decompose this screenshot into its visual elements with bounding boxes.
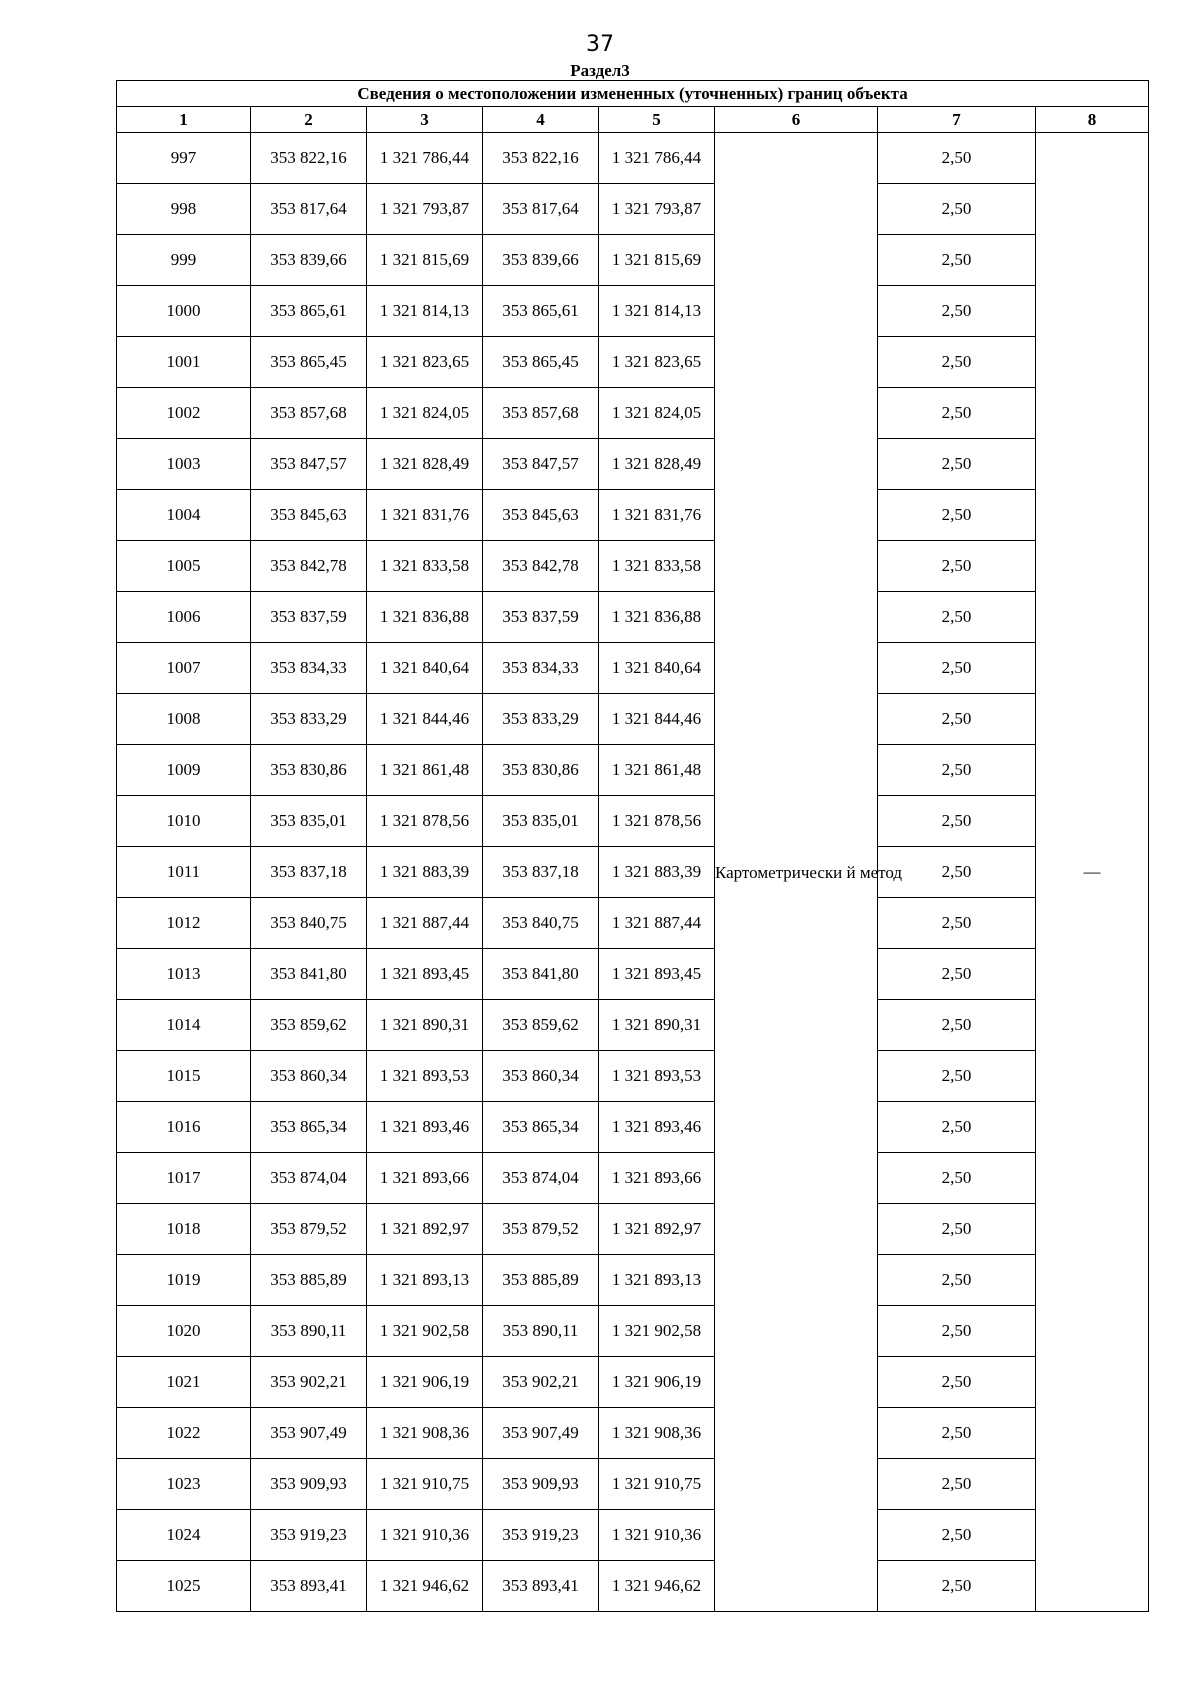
x-new-cell: 353 847,57 [483,439,599,490]
x-existing-cell: 353 902,21 [251,1357,367,1408]
accuracy-cell: 2,50 [878,1357,1036,1408]
x-existing-cell: 353 890,11 [251,1306,367,1357]
point-number-cell: 1003 [117,439,251,490]
y-new-cell: 1 321 902,58 [599,1306,715,1357]
point-number-cell: 1006 [117,592,251,643]
accuracy-cell: 2,50 [878,337,1036,388]
y-existing-cell: 1 321 946,62 [367,1561,483,1612]
x-existing-cell: 353 865,45 [251,337,367,388]
point-number-cell: 1010 [117,796,251,847]
y-new-cell: 1 321 814,13 [599,286,715,337]
table-caption: Сведения о местоположении измененных (уточненных) границ объекта [117,81,1149,107]
accuracy-cell: 2,50 [878,1102,1036,1153]
method-cell: Картометрически й метод [715,133,878,1612]
point-number-cell: 1011 [117,847,251,898]
x-new-cell: 353 885,89 [483,1255,599,1306]
page-number: 37 [586,32,614,57]
accuracy-cell: 2,50 [878,847,1036,898]
y-new-cell: 1 321 828,49 [599,439,715,490]
x-existing-cell: 353 847,57 [251,439,367,490]
x-new-cell: 353 830,86 [483,745,599,796]
table-row [117,184,1149,235]
point-number-cell: 1021 [117,1357,251,1408]
x-existing-cell: 353 865,34 [251,1102,367,1153]
y-existing-cell: 1 321 893,13 [367,1255,483,1306]
x-existing-cell: 353 860,34 [251,1051,367,1102]
point-number-cell: 1008 [117,694,251,745]
table-row [117,133,1149,184]
x-existing-cell: 353 842,78 [251,541,367,592]
accuracy-cell: 2,50 [878,643,1036,694]
table-row [117,796,1149,847]
x-new-cell: 353 909,93 [483,1459,599,1510]
accuracy-cell: 2,50 [878,133,1036,184]
y-new-cell: 1 321 786,44 [599,133,715,184]
x-new-cell: 353 857,68 [483,388,599,439]
y-new-cell: 1 321 840,64 [599,643,715,694]
table-row [117,1051,1149,1102]
y-existing-cell: 1 321 828,49 [367,439,483,490]
y-existing-cell: 1 321 823,65 [367,337,483,388]
point-number-cell: 1001 [117,337,251,388]
point-number-cell: 1017 [117,1153,251,1204]
y-new-cell: 1 321 861,48 [599,745,715,796]
y-existing-cell: 1 321 902,58 [367,1306,483,1357]
accuracy-cell: 2,50 [878,1510,1036,1561]
y-new-cell: 1 321 844,46 [599,694,715,745]
y-existing-cell: 1 321 887,44 [367,898,483,949]
point-number-cell: 998 [117,184,251,235]
column-number: 7 [878,107,1036,133]
y-existing-cell: 1 321 910,75 [367,1459,483,1510]
accuracy-cell: 2,50 [878,745,1036,796]
x-new-cell: 353 833,29 [483,694,599,745]
table-row [117,1306,1149,1357]
x-new-cell: 353 841,80 [483,949,599,1000]
y-existing-cell: 1 321 844,46 [367,694,483,745]
point-number-cell: 1007 [117,643,251,694]
table-row [117,388,1149,439]
table-row [117,490,1149,541]
x-existing-cell: 353 837,59 [251,592,367,643]
point-number-cell: 1020 [117,1306,251,1357]
accuracy-cell: 2,50 [878,592,1036,643]
table-row [117,235,1149,286]
x-existing-cell: 353 817,64 [251,184,367,235]
accuracy-cell: 2,50 [878,898,1036,949]
x-existing-cell: 353 839,66 [251,235,367,286]
accuracy-cell: 2,50 [878,1561,1036,1612]
y-new-cell: 1 321 823,65 [599,337,715,388]
accuracy-cell: 2,50 [878,541,1036,592]
y-existing-cell: 1 321 906,19 [367,1357,483,1408]
x-new-cell: 353 859,62 [483,1000,599,1051]
table-row [117,1204,1149,1255]
table-row [117,898,1149,949]
y-new-cell: 1 321 831,76 [599,490,715,541]
point-number-cell: 1002 [117,388,251,439]
y-new-cell: 1 321 824,05 [599,388,715,439]
point-number-cell: 1013 [117,949,251,1000]
table-row [117,541,1149,592]
x-existing-cell: 353 919,23 [251,1510,367,1561]
x-new-cell: 353 834,33 [483,643,599,694]
x-existing-cell: 353 822,16 [251,133,367,184]
x-existing-cell: 353 865,61 [251,286,367,337]
column-number: 5 [599,107,715,133]
y-new-cell: 1 321 893,53 [599,1051,715,1102]
x-existing-cell: 353 840,75 [251,898,367,949]
column-number: 2 [251,107,367,133]
table-row [117,949,1149,1000]
y-new-cell: 1 321 908,36 [599,1408,715,1459]
x-new-cell: 353 865,34 [483,1102,599,1153]
y-new-cell: 1 321 892,97 [599,1204,715,1255]
x-existing-cell: 353 841,80 [251,949,367,1000]
x-existing-cell: 353 907,49 [251,1408,367,1459]
table-row [117,1000,1149,1051]
y-new-cell: 1 321 815,69 [599,235,715,286]
point-number-cell: 1023 [117,1459,251,1510]
column-number: 8 [1036,107,1149,133]
x-new-cell: 353 817,64 [483,184,599,235]
accuracy-cell: 2,50 [878,1255,1036,1306]
accuracy-cell: 2,50 [878,1153,1036,1204]
table-row [117,337,1149,388]
column-number: 6 [715,107,878,133]
column-number: 1 [117,107,251,133]
point-number-cell: 1014 [117,1000,251,1051]
point-number-cell: 1000 [117,286,251,337]
x-new-cell: 353 839,66 [483,235,599,286]
point-number-cell: 997 [117,133,251,184]
y-new-cell: 1 321 878,56 [599,796,715,847]
table-row [117,694,1149,745]
y-existing-cell: 1 321 878,56 [367,796,483,847]
point-number-cell: 1009 [117,745,251,796]
y-existing-cell: 1 321 893,53 [367,1051,483,1102]
accuracy-cell: 2,50 [878,796,1036,847]
x-existing-cell: 353 857,68 [251,388,367,439]
x-new-cell: 353 837,59 [483,592,599,643]
accuracy-cell: 2,50 [878,439,1036,490]
point-number-cell: 1019 [117,1255,251,1306]
y-existing-cell: 1 321 814,13 [367,286,483,337]
x-existing-cell: 353 834,33 [251,643,367,694]
table-row [117,1357,1149,1408]
accuracy-cell: 2,50 [878,184,1036,235]
table-row [117,1408,1149,1459]
x-existing-cell: 353 893,41 [251,1561,367,1612]
y-existing-cell: 1 321 824,05 [367,388,483,439]
accuracy-cell: 2,50 [878,1408,1036,1459]
accuracy-cell: 2,50 [878,1306,1036,1357]
accuracy-cell: 2,50 [878,1204,1036,1255]
y-new-cell: 1 321 836,88 [599,592,715,643]
y-existing-cell: 1 321 840,64 [367,643,483,694]
y-existing-cell: 1 321 892,97 [367,1204,483,1255]
table-row [117,745,1149,796]
table-row [117,1510,1149,1561]
table-row [117,592,1149,643]
accuracy-cell: 2,50 [878,388,1036,439]
point-number-cell: 1025 [117,1561,251,1612]
x-existing-cell: 353 830,86 [251,745,367,796]
point-number-cell: 1004 [117,490,251,541]
y-new-cell: 1 321 833,58 [599,541,715,592]
y-existing-cell: 1 321 883,39 [367,847,483,898]
x-existing-cell: 353 874,04 [251,1153,367,1204]
y-existing-cell: 1 321 908,36 [367,1408,483,1459]
x-new-cell: 353 822,16 [483,133,599,184]
y-new-cell: 1 321 893,13 [599,1255,715,1306]
x-existing-cell: 353 879,52 [251,1204,367,1255]
x-new-cell: 353 860,34 [483,1051,599,1102]
x-new-cell: 353 893,41 [483,1561,599,1612]
y-new-cell: 1 321 946,62 [599,1561,715,1612]
y-existing-cell: 1 321 793,87 [367,184,483,235]
x-existing-cell: 353 845,63 [251,490,367,541]
y-existing-cell: 1 321 910,36 [367,1510,483,1561]
accuracy-cell: 2,50 [878,235,1036,286]
x-new-cell: 353 835,01 [483,796,599,847]
y-existing-cell: 1 321 893,66 [367,1153,483,1204]
y-existing-cell: 1 321 861,48 [367,745,483,796]
point-number-cell: 1022 [117,1408,251,1459]
y-existing-cell: 1 321 893,45 [367,949,483,1000]
table-row [117,1255,1149,1306]
accuracy-cell: 2,50 [878,1459,1036,1510]
y-existing-cell: 1 321 815,69 [367,235,483,286]
table-row [117,847,1149,898]
table-row [117,286,1149,337]
coordinates-table [116,80,1149,1612]
accuracy-cell: 2,50 [878,1051,1036,1102]
y-new-cell: 1 321 906,19 [599,1357,715,1408]
y-new-cell: 1 321 793,87 [599,184,715,235]
section-title: Раздел3 [570,61,630,80]
x-new-cell: 353 845,63 [483,490,599,541]
x-existing-cell: 353 909,93 [251,1459,367,1510]
accuracy-cell: 2,50 [878,1000,1036,1051]
table-row [117,439,1149,490]
table-row [117,1561,1149,1612]
point-number-cell: 999 [117,235,251,286]
point-number-cell: 1018 [117,1204,251,1255]
x-new-cell: 353 919,23 [483,1510,599,1561]
x-existing-cell: 353 859,62 [251,1000,367,1051]
y-new-cell: 1 321 887,44 [599,898,715,949]
x-new-cell: 353 865,61 [483,286,599,337]
column-number: 4 [483,107,599,133]
y-existing-cell: 1 321 833,58 [367,541,483,592]
point-number-cell: 1005 [117,541,251,592]
x-new-cell: 353 865,45 [483,337,599,388]
table-row [117,643,1149,694]
table-row [117,1459,1149,1510]
x-existing-cell: 353 885,89 [251,1255,367,1306]
y-new-cell: 1 321 893,66 [599,1153,715,1204]
accuracy-cell: 2,50 [878,286,1036,337]
accuracy-cell: 2,50 [878,694,1036,745]
x-new-cell: 353 837,18 [483,847,599,898]
x-new-cell: 353 840,75 [483,898,599,949]
x-new-cell: 353 879,52 [483,1204,599,1255]
point-number-cell: 1016 [117,1102,251,1153]
x-new-cell: 353 890,11 [483,1306,599,1357]
x-new-cell: 353 902,21 [483,1357,599,1408]
column-number: 3 [367,107,483,133]
x-existing-cell: 353 833,29 [251,694,367,745]
x-new-cell: 353 874,04 [483,1153,599,1204]
point-number-cell: 1012 [117,898,251,949]
y-new-cell: 1 321 893,46 [599,1102,715,1153]
note-cell: — [1036,133,1149,1612]
table-body [117,133,1149,1612]
accuracy-cell: 2,50 [878,490,1036,541]
y-new-cell: 1 321 890,31 [599,1000,715,1051]
x-new-cell: 353 907,49 [483,1408,599,1459]
x-existing-cell: 353 837,18 [251,847,367,898]
point-number-cell: 1015 [117,1051,251,1102]
y-existing-cell: 1 321 831,76 [367,490,483,541]
y-new-cell: 1 321 893,45 [599,949,715,1000]
table-row [117,1153,1149,1204]
x-new-cell: 353 842,78 [483,541,599,592]
y-existing-cell: 1 321 786,44 [367,133,483,184]
y-new-cell: 1 321 910,75 [599,1459,715,1510]
table-row [117,1102,1149,1153]
accuracy-cell: 2,50 [878,949,1036,1000]
y-existing-cell: 1 321 893,46 [367,1102,483,1153]
x-existing-cell: 353 835,01 [251,796,367,847]
y-new-cell: 1 321 910,36 [599,1510,715,1561]
point-number-cell: 1024 [117,1510,251,1561]
y-existing-cell: 1 321 836,88 [367,592,483,643]
y-new-cell: 1 321 883,39 [599,847,715,898]
y-existing-cell: 1 321 890,31 [367,1000,483,1051]
